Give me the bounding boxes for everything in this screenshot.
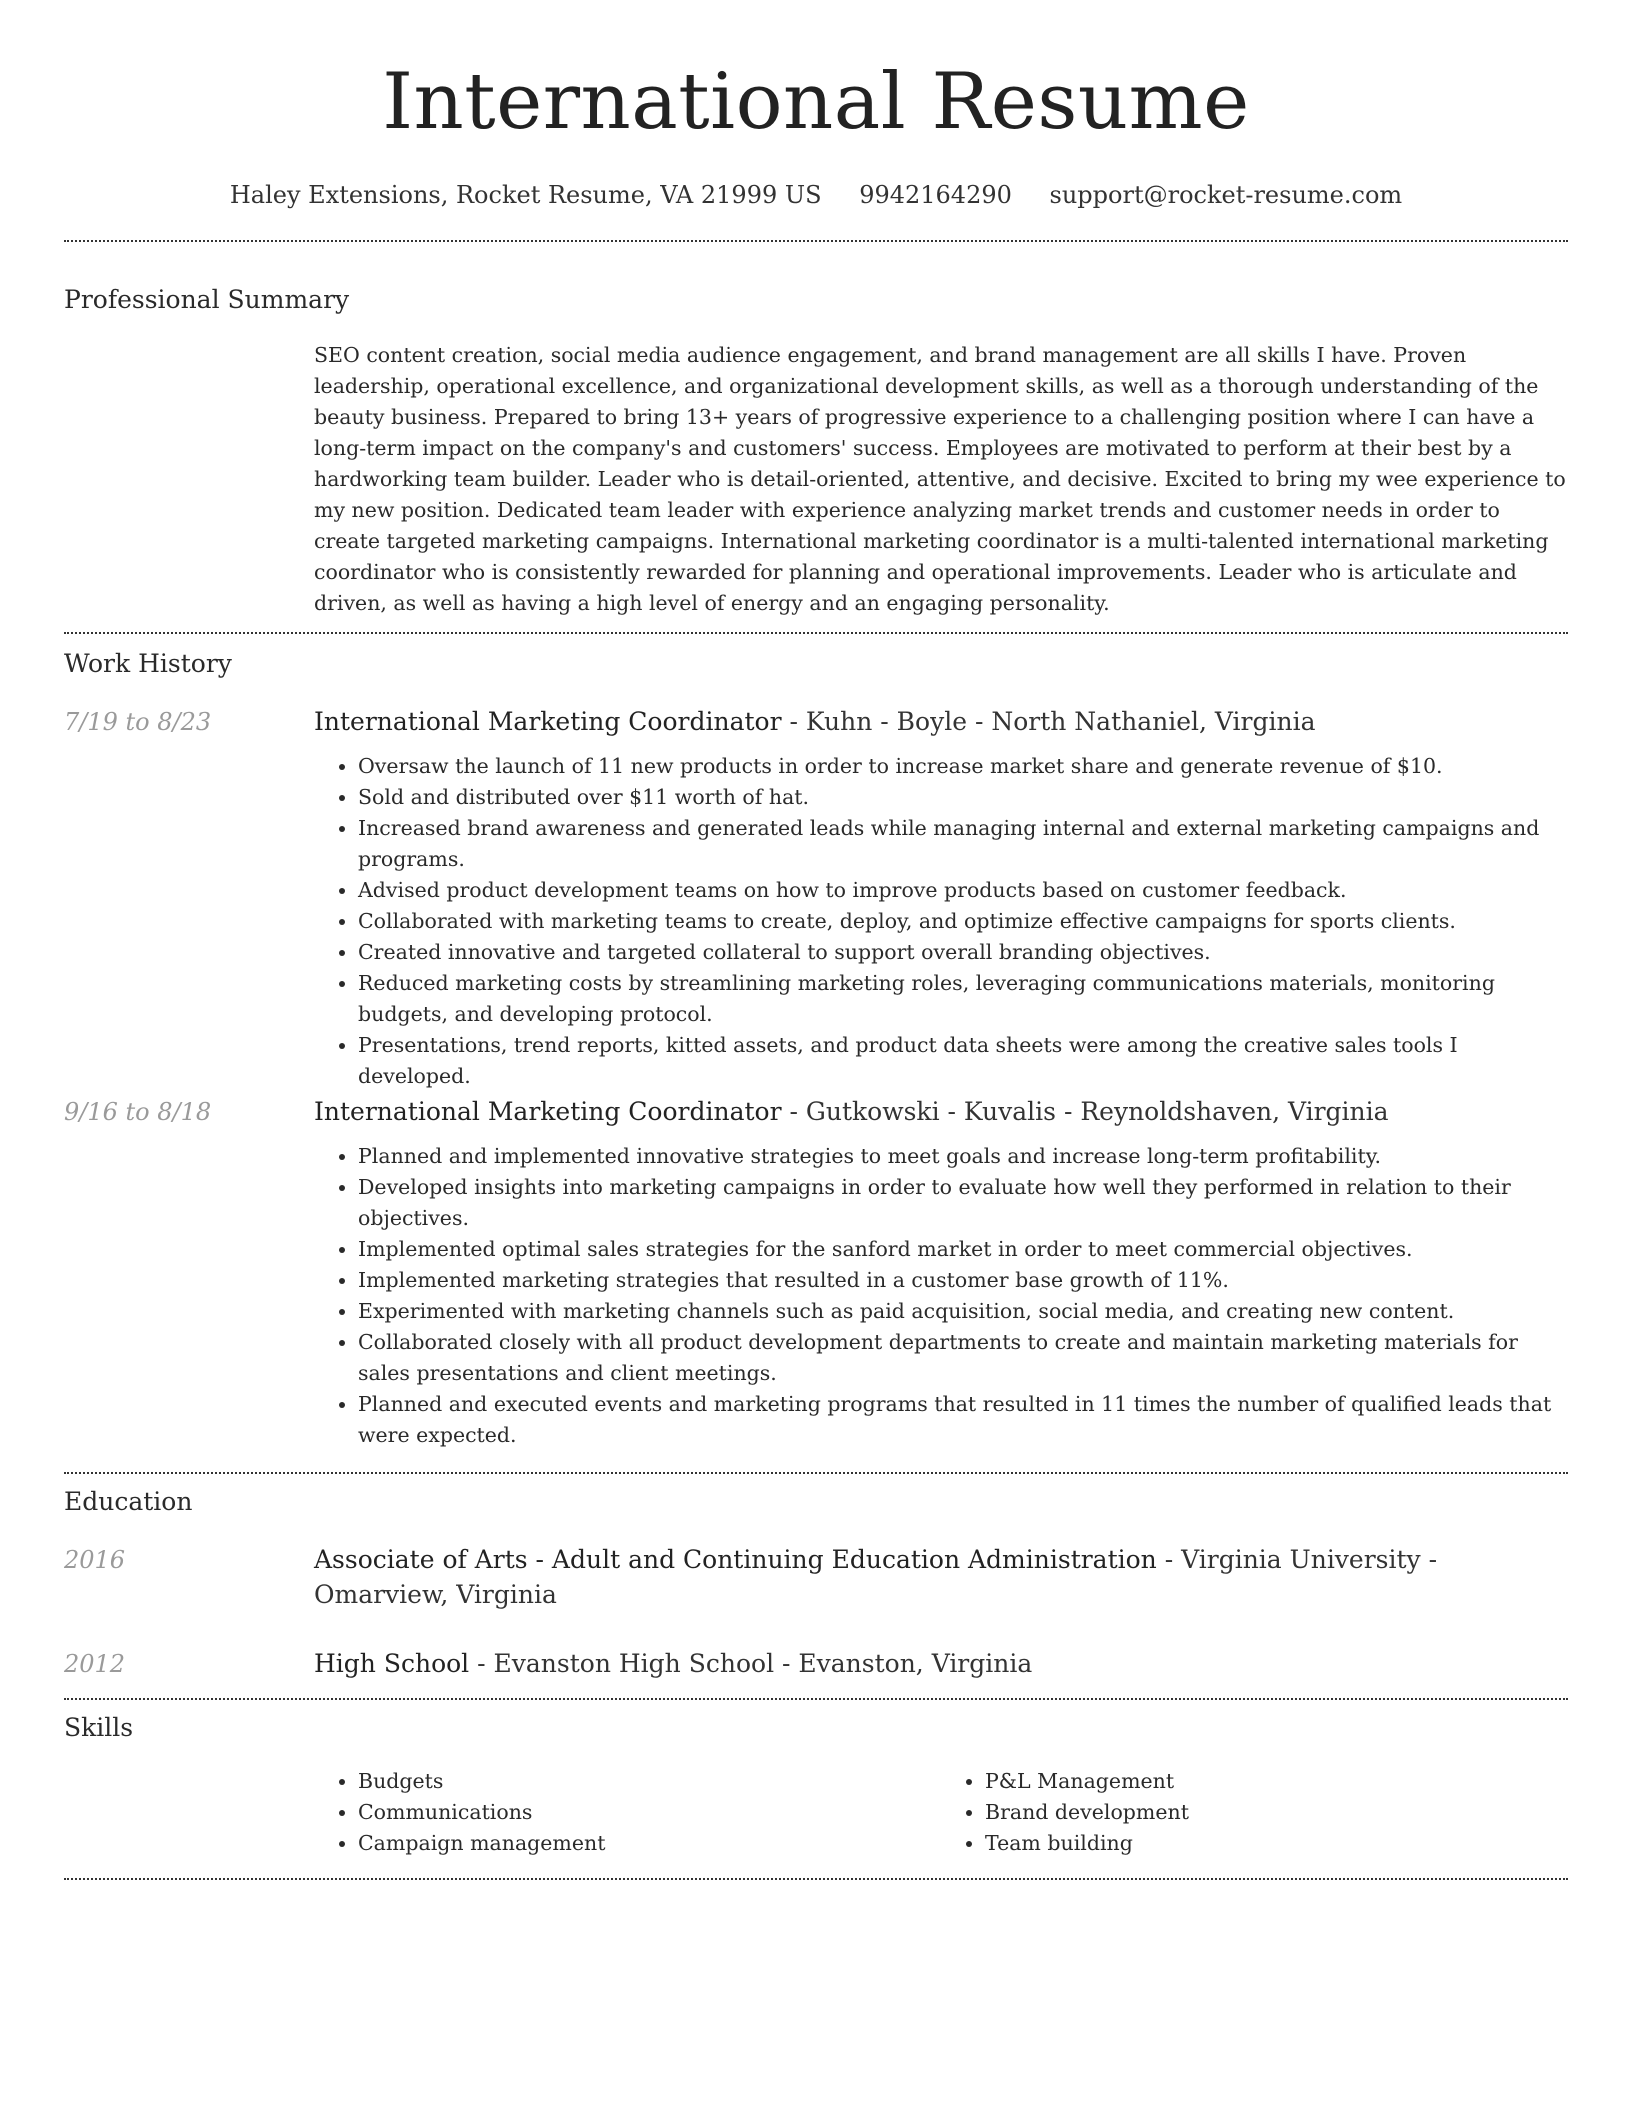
- skill-item: • Campaign management: [358, 1828, 941, 1859]
- education-degree: High School: [314, 1649, 470, 1678]
- section-title-summary: Professional Summary: [64, 285, 350, 314]
- education-title: [314, 1646, 1568, 1681]
- job-entry: [314, 1094, 1568, 1451]
- divider: [64, 240, 1568, 242]
- section-title-skills: Skills: [64, 1713, 134, 1742]
- resume-header: [64, 52, 1568, 210]
- list-item: • Planned and executed events and marketing programs that resulted in 11 times the number of qualified leads that were expected.: [358, 1389, 1568, 1451]
- education-year: 2016: [64, 1546, 126, 1574]
- list-item: • Collaborated closely with all product development departments to create and maintain marketing materials for sales presentations and client meetings.: [358, 1327, 1568, 1389]
- list-item: • Advised product development teams on how to improve products based on customer feedback.: [358, 875, 1568, 906]
- list-item: • Increased brand awareness and generated leads while managing internal and external marketing campaigns and programs.: [358, 813, 1568, 875]
- divider: [64, 632, 1568, 634]
- education-details: - Virginia University - Omarview, Virginia: [314, 1545, 1438, 1609]
- skill-item: • Team building: [985, 1828, 1568, 1859]
- section-title-work-history: Work History: [64, 649, 232, 678]
- job-dates: 9/16 to 8/18: [64, 1098, 212, 1126]
- job-details: - Kuhn - Boyle - North Nathaniel, Virginia: [781, 707, 1316, 736]
- contact-address: Haley Extensions, Rocket Resume, VA 21999 US: [229, 181, 822, 209]
- list-item: • Planned and implemented innovative strategies to meet goals and increase long-term profitability.: [358, 1141, 1568, 1172]
- summary-block: [314, 340, 1568, 619]
- skills-list-right: [941, 1766, 1568, 1859]
- education-entry: [314, 1646, 1568, 1681]
- divider: [64, 1878, 1568, 1880]
- list-item: • Experimented with marketing channels such as paid acquisition, social media, and creating new content.: [358, 1296, 1568, 1327]
- education-degree: Associate of Arts - Adult and Continuing Education Administration: [314, 1545, 1157, 1574]
- contact-phone: 9942164290: [859, 181, 1012, 209]
- list-item: • Sold and distributed over $11 worth of hat.: [358, 782, 1568, 813]
- job-title: [314, 1094, 1568, 1129]
- page-title: International Resume: [382, 57, 1250, 147]
- skills-grid: [314, 1766, 1568, 1859]
- job-role: International Marketing Coordinator: [314, 1097, 782, 1126]
- list-item: • Developed insights into marketing campaigns in order to evaluate how well they performed in relation to their objectives.: [358, 1172, 1568, 1234]
- job-bullets: [314, 1141, 1568, 1451]
- skills-list-left: [314, 1766, 941, 1859]
- list-item: • Collaborated with marketing teams to create, deploy, and optimize effective campaigns for sports clients.: [358, 906, 1568, 937]
- list-item: • Oversaw the launch of 11 new products in order to increase market share and generate revenue of $10.: [358, 751, 1568, 782]
- list-item: • Implemented optimal sales strategies for the sanford market in order to meet commercial objectives.: [358, 1234, 1568, 1265]
- summary-text: SEO content creation, social media audience engagement, and brand management are all skills I have. Proven leadership, operational excellence, and organizational development skills, as well as a thorough understanding of the beauty business. Prepared to bring 13+ years of progressive experience to a challenging position where I can have a long-term impact on the company's and customers' success. Employees are motivated to perform at their best by a hardworking team builder. Leader who is detail-oriented, attentive, and decisive. Excited to bring my wee experience to my new position. Dedicated team leader with experience analyzing market trends and customer needs in order to create targeted marketing campaigns. International marketing coordinator is a multi-talented international marketing coordinator who is consistently rewarded for planning and operational improvements. Leader who is articulate and driven, as well as having a high level of energy and an engaging personality.: [314, 343, 1566, 615]
- skill-item: • Budgets: [358, 1766, 941, 1797]
- education-title: [314, 1542, 1568, 1612]
- skill-item: • Brand development: [985, 1797, 1568, 1828]
- list-item: • Presentations, trend reports, kitted assets, and product data sheets were among the creative sales tools I developed.: [358, 1030, 1568, 1092]
- job-entry: [314, 704, 1568, 1092]
- job-dates: 7/19 to 8/23: [64, 708, 212, 736]
- education-year: 2012: [64, 1650, 126, 1678]
- job-bullets: [314, 751, 1568, 1092]
- skill-item: • Communications: [358, 1797, 941, 1828]
- education-details: - Evanston High School - Evanston, Virginia: [469, 1649, 1033, 1678]
- job-details: - Gutkowski - Kuvalis - Reynoldshaven, Virginia: [781, 1097, 1389, 1126]
- section-title-education: Education: [64, 1487, 193, 1516]
- list-item: • Reduced marketing costs by streamlining marketing roles, leveraging communications materials, monitoring budgets, and developing protocol.: [358, 968, 1568, 1030]
- divider: [64, 1472, 1568, 1474]
- contact-email: support@rocket-resume.com: [1049, 181, 1403, 209]
- education-entry: [314, 1542, 1568, 1612]
- list-item: • Implemented marketing strategies that resulted in a customer base growth of 11%.: [358, 1265, 1568, 1296]
- contact-line: [64, 180, 1568, 210]
- divider: [64, 1698, 1568, 1700]
- skill-item: • P&L Management: [985, 1766, 1568, 1797]
- job-role: International Marketing Coordinator: [314, 707, 782, 736]
- job-title: [314, 704, 1568, 739]
- list-item: • Created innovative and targeted collateral to support overall branding objectives.: [358, 937, 1568, 968]
